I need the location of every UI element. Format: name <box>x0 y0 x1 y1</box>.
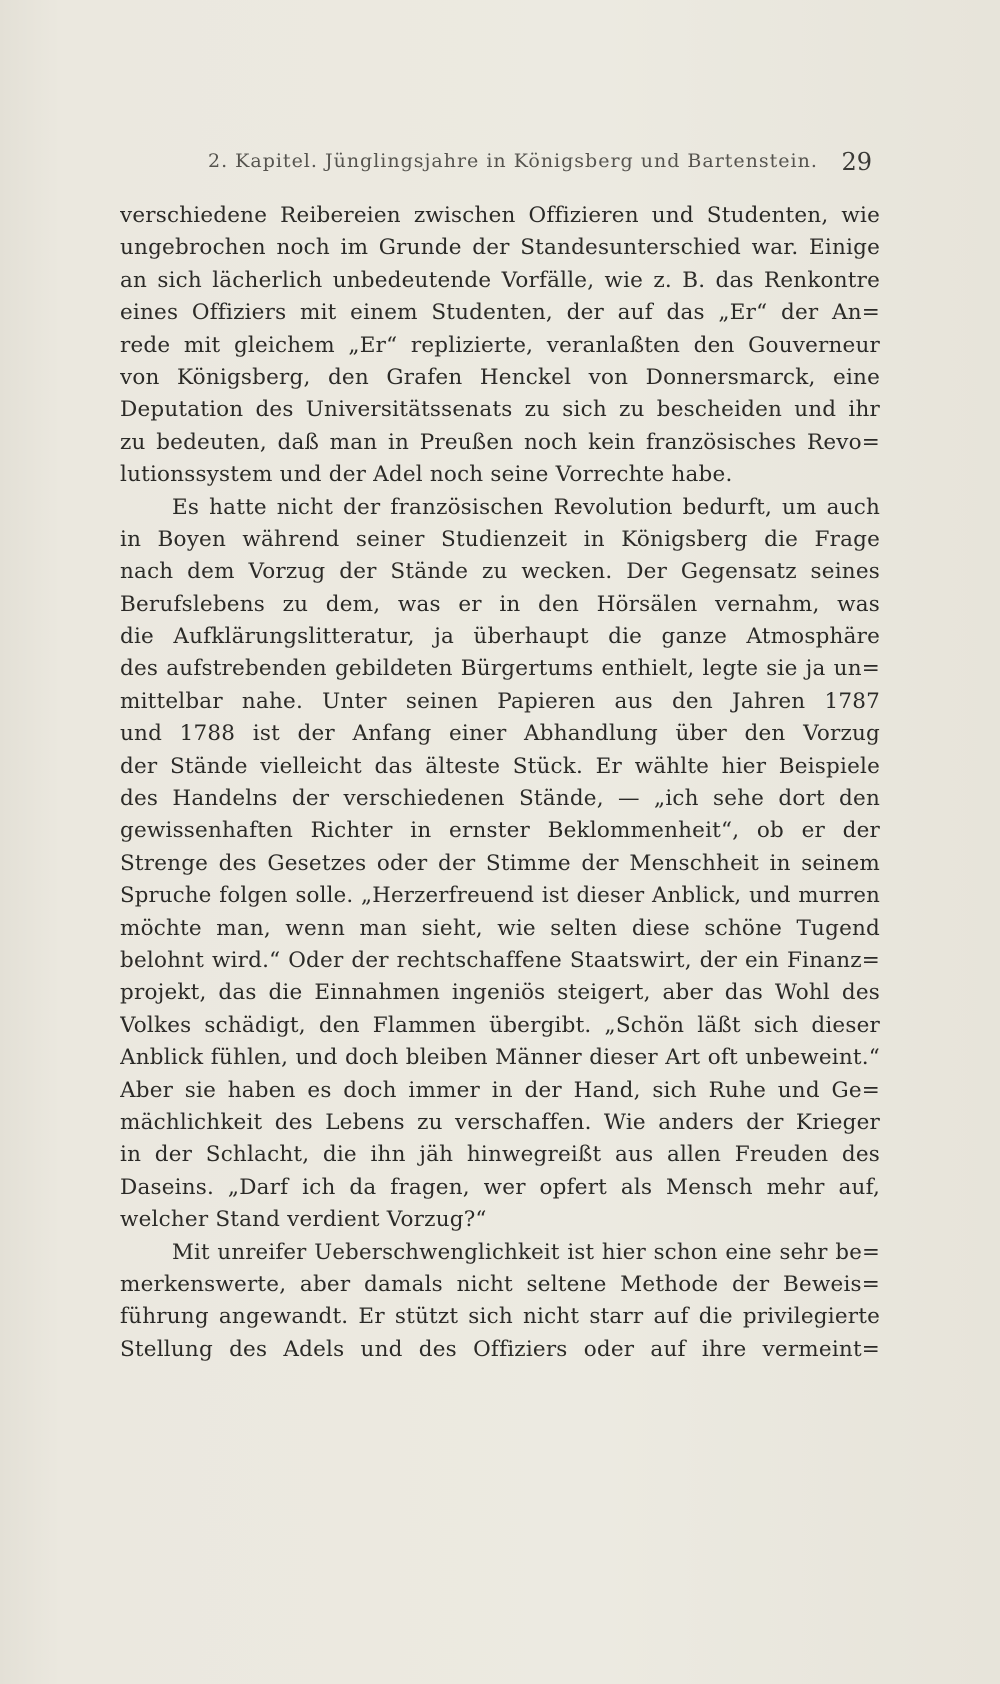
body-text <box>120 200 880 1366</box>
text-line: ungebrochen noch im Grunde der Standesunterschied war. Einige <box>120 235 880 261</box>
text-line: nach dem Vorzug der Stände zu wecken. Der Gegensatz seines <box>120 559 880 585</box>
text-line: Deputation des Universitätssenats zu sich zu bescheiden und ihr <box>120 397 880 423</box>
text-line: des Handelns der verschiedenen Stände, — „ich sehe dort den <box>120 786 880 812</box>
text-line: Daseins. „Darf ich da fragen, wer opfert als Mensch mehr auf, <box>120 1174 880 1200</box>
text-line: rede mit gleichem „Er“ replizierte, veranlaßten den Gouverneur <box>120 332 880 358</box>
text-line: Berufslebens zu dem, was er in den Hörsälen vernahm, was <box>120 591 880 617</box>
page-number: 29 <box>841 148 872 176</box>
text-line: Aber sie haben es doch immer in der Hand, sich Ruhe und Ge= <box>120 1077 880 1103</box>
text-line: gewissenhaften Richter in ernster Beklommenheit“, ob er der <box>120 818 880 844</box>
text-line: Strenge des Gesetzes oder der Stimme der Menschheit in seinem <box>120 850 880 876</box>
text-line: verschiedene Reibereien zwischen Offizieren und Studenten, wie <box>120 203 880 228</box>
text-line: Es hatte nicht der französischen Revolution bedurft, um auch <box>172 494 880 520</box>
text-line: welcher Stand verdient Vorzug?“ <box>120 1207 487 1233</box>
text-line: die Aufklärungslitteratur, ja überhaupt die ganze Atmosphäre <box>120 624 880 650</box>
text-line: Mit unreifer Ueberschwenglichkeit ist hier schon eine sehr be= <box>172 1239 880 1265</box>
text-line: eines Offiziers mit einem Studenten, der auf das „Er“ der An= <box>120 300 880 326</box>
text-line: Volkes schädigt, den Flammen übergibt. „Schön läßt sich dieser <box>120 1012 880 1038</box>
text-line: an sich lächerlich unbedeutende Vorfälle, wie z. B. das Renkontre <box>120 267 880 293</box>
text-line: in Boyen während seiner Studienzeit in Königsberg die Frage <box>120 526 880 552</box>
text-line: lutionssystem und der Adel noch seine Vorrechte habe. <box>120 462 733 488</box>
text-line: und 1788 ist der Anfang einer Abhandlung über den Vorzug <box>120 721 880 747</box>
text-line: Anblick fühlen, und doch bleiben Männer dieser Art oft unbeweint.“ <box>120 1045 880 1071</box>
text-line: möchte man, wenn man sieht, wie selten diese schöne Tugend <box>120 915 880 941</box>
text-line: von Königsberg, den Grafen Henckel von Donnersmarck, eine <box>120 364 880 390</box>
text-line: projekt, das die Einnahmen ingeniös steigert, aber das Wohl des <box>120 980 880 1006</box>
text-line: belohnt wird.“ Oder der rechtschaffene Staatswirt, der ein Finanz= <box>120 947 880 973</box>
text-line: Stellung des Adels und des Offiziers oder auf ihre vermeint= <box>120 1336 880 1362</box>
text-line: Spruche folgen solle. „Herzerfreuend ist dieser Anblick, und murren <box>120 883 880 909</box>
text-line: merkenswerte, aber damals nicht seltene Methode der Beweis= <box>120 1271 880 1297</box>
running-title: 2. Kapitel. Jünglingsjahre in Königsberg und Bartenstein. <box>208 150 818 172</box>
text-line: des aufstrebenden gebildeten Bürgertums enthielt, legte sie ja un= <box>120 656 880 682</box>
text-line: in der Schlacht, die ihn jäh hinwegreißt aus allen Freuden des <box>120 1142 880 1168</box>
text-line: mittelbar nahe. Unter seinen Papieren aus den Jahren 1787 <box>120 688 880 714</box>
text-line: der Stände vielleicht das älteste Stück. Er wählte hier Beispiele <box>120 753 880 779</box>
text-line: zu bedeuten, daß man in Preußen noch kein französisches Revo= <box>120 429 880 455</box>
text-line: mächlichkeit des Lebens zu verschaffen. Wie anders der Krieger <box>120 1109 880 1135</box>
text-line: führung angewandt. Er stützt sich nicht starr auf die privilegierte <box>120 1304 880 1330</box>
running-head <box>120 148 880 180</box>
